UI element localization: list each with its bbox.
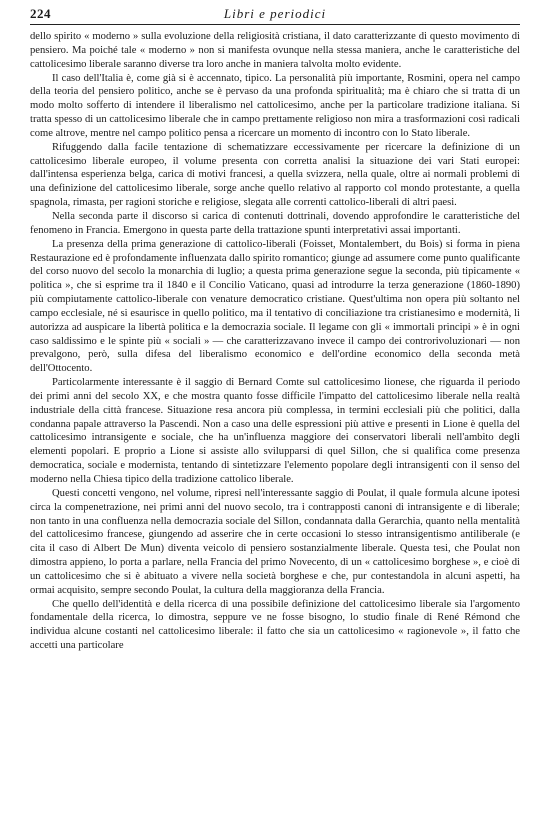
paragraph-1: dello spirito « moderno » sulla evoluzione della religiosità cristiana, il dato caratterizzante di questo movimento di pensiero. Ma poiché tale « moderno » non si manifesta ovunque nella stessa maniera, anche le caratteristiche del cattolicesimo liberale saranno diverse tra loro anche in maniera talvolta molto evidente.: [30, 31, 520, 70]
paragraph-6: Particolarmente interessante è il saggio di Bernard Comte sul cattolicesimo lionese, che riguarda il periodo dei primi anni del secolo XX, e che mostra quanto fosse difficile l'impatto del cattolicesimo liberale nella realtà industriale della città francese. Situazione resa ancora più complessa, in termini ecclesiali più che politici, dalla condanna papale attraverso la Pascendi. Non a caso una delle espressioni più attive e presenti in Lione è quella del cattolicesimo intransigente e sociale, che ha un'influenza maggiore dei conservatori liberali nell'ambito degli elementi popolari. E proprio a Lione si assiste allo svilupparsi di quel Sillon, che si qualifica come presenza democratica, sociale e modernista, tentando di sintetizzare l'elemento popolare degli intransigenti con il senso del moderno nella Chiesa tipico della tradizione cattolico liberale.: [30, 377, 520, 485]
paragraph-4: Nella seconda parte il discorso si carica di contenuti dottrinali, dovendo approfondire le caratteristiche del fenomeno in Francia. Emergono in questa parte della trattazione spunti interpretativi assai importanti.: [30, 210, 520, 236]
paragraph-3: Rifuggendo dalla facile tentazione di schematizzare eccessivamente per ricercare la definizione di un cattolicesimo liberale europeo, il volume presenta con corretta analisi la situazione dei vari Stati europei: dall'intensa esperienza belga, carica di motivi francesi, a quella svizzera, nella quale, oltre ai normali problemi di una definizione del cattolicesimo liberale, sorge anche quello relativo al rapporto col mondo protestante, a quella spagnola, rimasta, per ragioni storiche e religiose, slegata alle correnti cattolico-liberali di altri paesi.: [30, 141, 520, 209]
paragraph-2: Il caso dell'Italia è, come già si è accennato, tipico. La personalità più importante, Rosmini, opera nel campo della teoria del pensiero politico, anche se è pervaso da una profonda spiritualità; ma è chiaro che si tratta di un modo molto sofferto di intendere il liberalismo nel cattolicesimo, anche per la particolare tradizione italiana. Si tratta spesso di un cattolicesimo liberale che in campo prettamente religioso non mira a trasformazioni così radicali come altrove, mentre nel campo politico pensa a ricercare un momento di incontro con lo Stato liberale.: [30, 72, 520, 139]
running-head: [30, 6, 520, 25]
paragraph-8: Che quello dell'identità e della ricerca di una possibile definizione del cattolicesimo liberale sia l'argomento fondamentale della ricerca, lo dimostra, seppure ve ne fosse bisogno, lo studio finale di René Rémond che individua alcune costanti nel cattolicesimo liberale: il fatto che sia un cattolicesimo « ragionevole », il fatto che accetti una particolare: [30, 598, 520, 652]
paragraph-5: La presenza della prima generazione di cattolico-liberali (Foisset, Montalembert, du Bois) si forma in piena Restaurazione ed è profondamente influenzata dallo spirito romantico; giunge ad assumere come punto qualificante del corso nuovo del secolo la monarchia di luglio; a questa prima generazione segue la seconda, più tipicamente « politica », che si esprime tra il 1840 e il Concilio Vaticano, quasi ad introdurre la terza generazione (1860-1890) più compiutamente cattolico-liberale con venature democratico cristiane. Quest'ultima non opera più soltanto nel campo ecclesiale, né si esaurisce in quello politico, ma il tentativo di conciliazione tra cristianesimo e modernità, li autorizza ad auspicare la libertà politica e la democrazia sociale. Il legame con gli « immortali principi » è in ogni caso saldissimo e le spinte più « sociali » — che caratterizzavano invece il campo dei controrivoluzionari — non prevalgono, però, sulla difesa del liberalismo economico e dell'ordine economico della seconda metà dell'Ottocento.: [30, 238, 520, 375]
page-number: 224: [30, 6, 51, 21]
journal-title: Libri e periodici: [223, 6, 327, 21]
article-body: [30, 30, 520, 653]
paragraph-7: Questi concetti vengono, nel volume, ripresi nell'interessante saggio di Poulat, il quale formula alcune ipotesi circa la compenetrazione, nei primi anni del nuovo secolo, tra i contrapposti canoni di intransigente e di liberale; non tanto in una confluenza nella democrazia sociale del Sillon, condannata dalla Gerarchia, quanto nella mentalità del cattolicesimo francese, giungendo ad asserire che in certe occasioni lo stesso intransigentismo antiliberale (e cita il caso di Albert De Mun) diventa veicolo di pensiero sostanzialmente liberale. Questa tesi, che Poulat non dimostra appieno, lo porta a parlare, nella Francia del primo Novecento, di un « cattolicesimo borghese », e cioè di un cattolicesimo che si è abituato a vivere nella società borghese e che, pur contestandola in alcuni aspetti, ha ormai acquisito, sempre secondo Poulat, la cultura della maggioranza della Francia.: [30, 487, 520, 596]
